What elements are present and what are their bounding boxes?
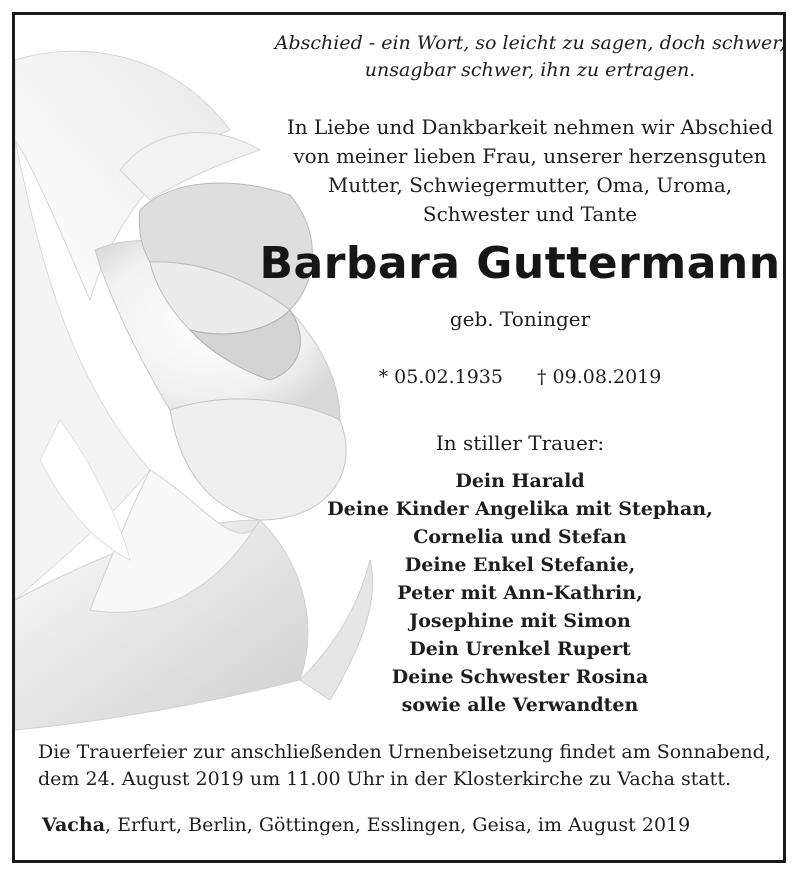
intro-quote-line: unsagbar schwer, ihn zu ertragen. [364,59,696,81]
mourner-line: Cornelia und Stefan [413,526,627,548]
mourner-line: Josephine mit Simon [409,610,631,632]
other-places: , Erfurt, Berlin, Göttingen, Esslingen, Geisa, im August 2019 [105,814,691,836]
farewell-message [260,113,800,229]
funeral-notice-line: Die Trauerfeier zur anschließenden Urnenbeisetzung findet am Sonnabend, [38,741,771,763]
deceased-name: Barbara Guttermann [259,238,781,289]
intro-quote [260,30,800,84]
life-dates [250,366,790,388]
main-place: Vacha [42,814,106,836]
funeral-notice [38,739,771,793]
mourner-line: Dein Harald [455,470,585,492]
mourner-line: Peter mit Ann-Kathrin, [397,582,643,604]
farewell-message-line: von meiner lieben Frau, unserer herzensguten [293,144,767,168]
mourner-line: sowie alle Verwandten [401,694,639,716]
mourners-list [250,467,790,719]
farewell-message-line: Schwester und Tante [422,202,638,226]
mourner-line: Deine Schwester Rosina [391,666,649,688]
mourner-line: Deine Kinder Angelika mit Stephan, [327,498,713,520]
places-and-date [42,814,690,836]
deceased-birth-name: geb. Toninger [449,307,591,331]
birth-date: * 05.02.1935 [378,366,503,388]
mourning-label: In stiller Trauer: [435,431,605,455]
farewell-message-line: In Liebe und Dankbarkeit nehmen wir Abschied [286,115,774,139]
intro-quote-line: Abschied - ein Wort, so leicht zu sagen, doch schwer, [274,32,786,54]
mourner-line: Deine Enkel Stefanie, [404,554,636,576]
death-date: † 09.08.2019 [537,366,662,388]
farewell-message-line: Mutter, Schwiegermutter, Oma, Uroma, [327,173,733,197]
mourner-line: Dein Urenkel Rupert [409,638,631,660]
funeral-notice-line: dem 24. August 2019 um 11.00 Uhr in der Klosterkirche zu Vacha statt. [38,768,731,790]
